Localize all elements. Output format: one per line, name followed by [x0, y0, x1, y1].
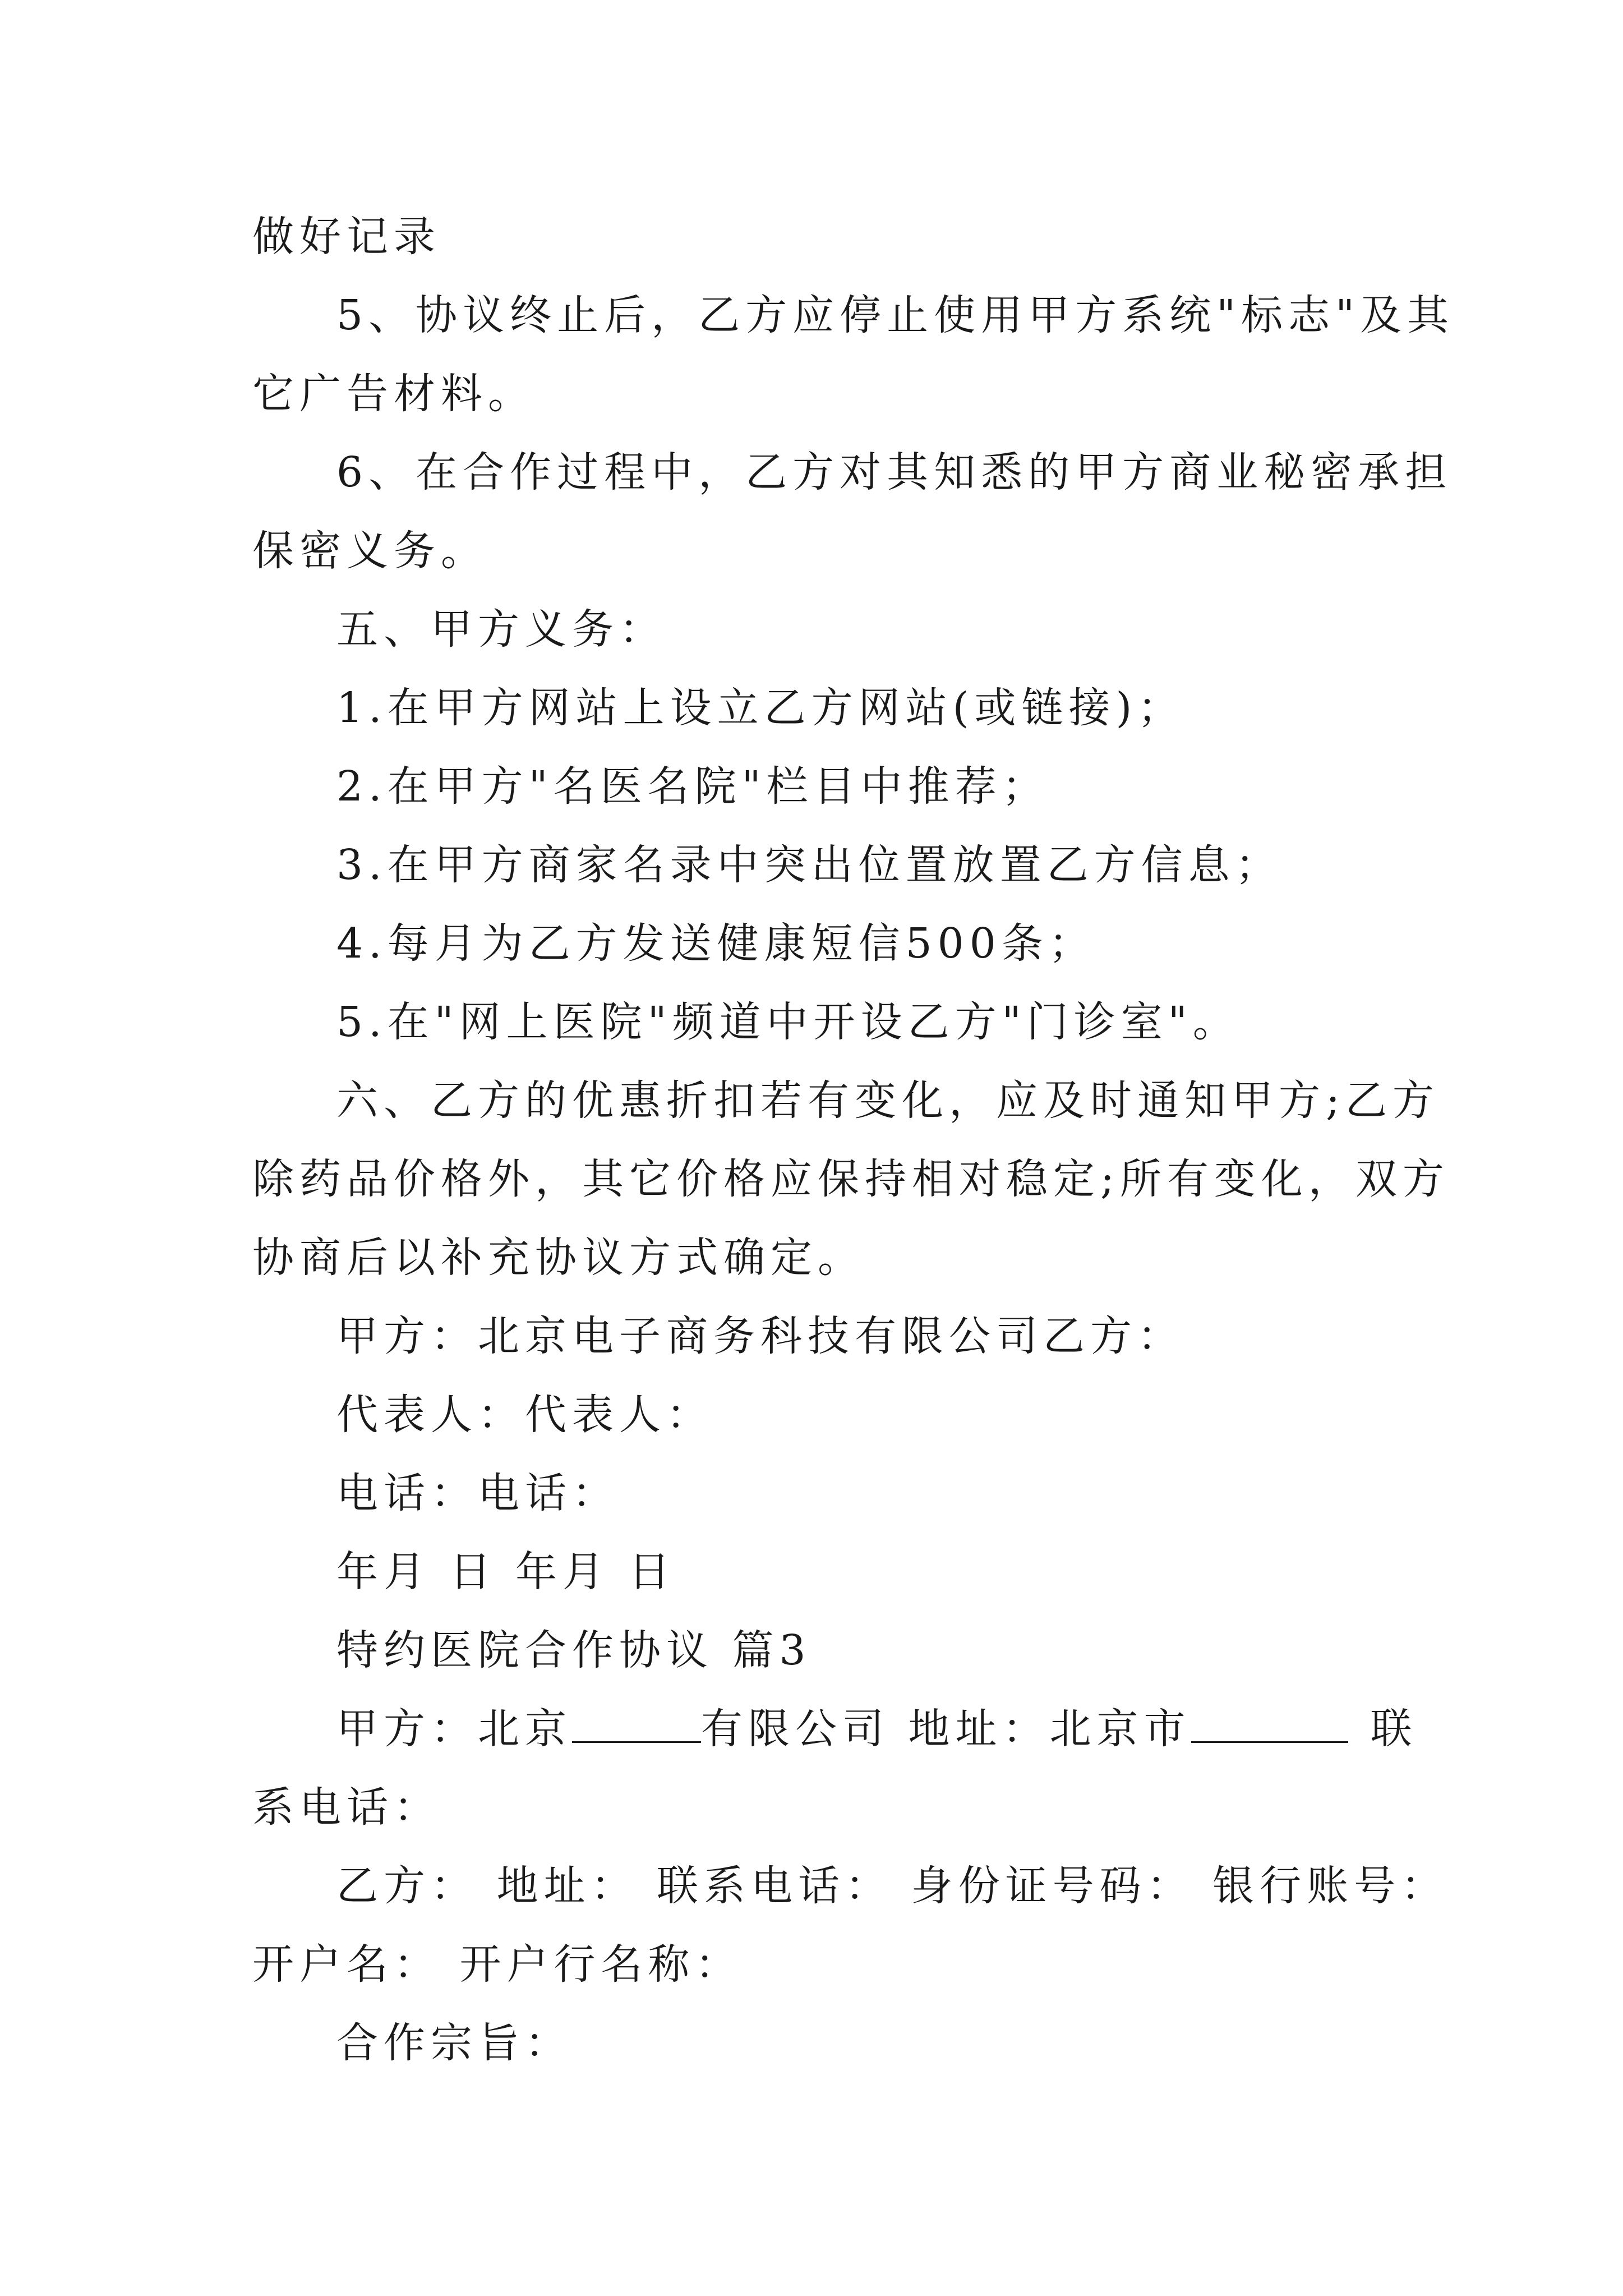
- list-item: 2.在甲方"名医名院"栏目中推荐；: [336, 762, 1049, 811]
- text-line: 保密义务。: [252, 527, 488, 575]
- list-item: 4.每月为乙方发送健康短信500条；: [336, 919, 1096, 968]
- blank-underline: [572, 1705, 701, 1743]
- text-line: 六、乙方的优惠折扣若有变化，应及时通知甲方;乙方: [336, 1076, 1440, 1125]
- signature-parties: 甲方：北京电子商务科技有限公司乙方：: [336, 1312, 1184, 1360]
- purpose-heading: 合作宗旨：: [336, 2019, 572, 2067]
- party-a-prefix: 甲方：北京: [336, 1705, 572, 1753]
- text-line: 除药品价格外，其它价格应保持相对稳定;所有变化，双方: [252, 1155, 1450, 1203]
- party-a-tail: 联: [1370, 1705, 1418, 1753]
- party-a-company: 有限公司 地址：北京市: [701, 1705, 1191, 1753]
- section-title: 特约医院合作协议 篇3: [336, 1626, 811, 1674]
- list-item: 5.在"网上医院"频道中开设乙方"门诊室"。: [336, 998, 1240, 1046]
- party-b-line: 乙方： 地址： 联系电话： 身份证号码： 银行账号：: [336, 1862, 1449, 1910]
- signature-date: 年月 日 年月 日: [336, 1548, 676, 1596]
- list-item: 1.在甲方网站上设立乙方网站(或链接)；: [336, 684, 1185, 732]
- signature-representative: 代表人：代表人：: [336, 1391, 713, 1439]
- signature-phone: 电话：电话：: [336, 1469, 619, 1517]
- text-line: 6、在合作过程中，乙方对其知悉的甲方商业秘密承担: [336, 448, 1453, 496]
- section-heading: 五、甲方义务：: [336, 605, 666, 654]
- list-item: 3.在甲方商家名录中突出位置放置乙方信息；: [336, 841, 1283, 889]
- text-line: 它广告材料。: [252, 370, 535, 418]
- text-line: 系电话：: [252, 1783, 441, 1832]
- text-line: 5、协议终止后，乙方应停止使用甲方系统"标志"及其: [336, 291, 1455, 339]
- party-a-line: [336, 1701, 1418, 1757]
- blank-underline: [1191, 1705, 1348, 1743]
- text-line: 做好记录: [252, 213, 441, 261]
- text-line: 开户名： 开户行名称：: [252, 1940, 743, 1989]
- text-line: 协商后以补充协议方式确定。: [252, 1234, 865, 1282]
